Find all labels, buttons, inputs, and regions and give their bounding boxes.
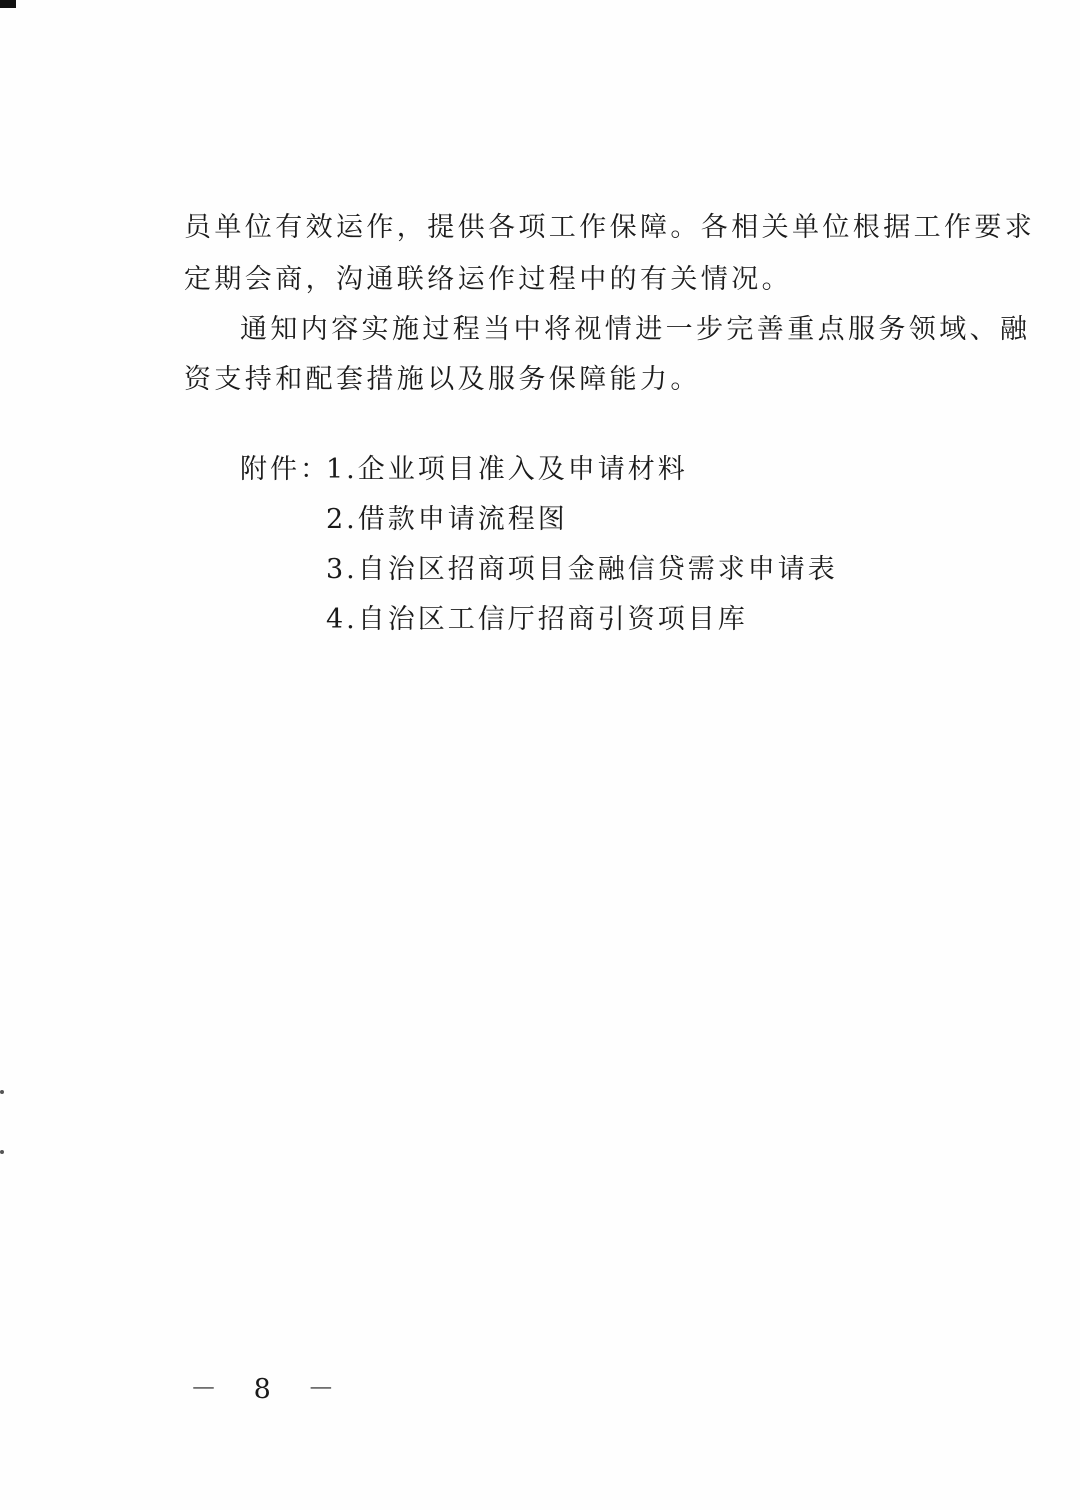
attachment-item: 2.借款申请流程图 [326,504,568,535]
body-text-line: 资支持和配套措施以及服务保障能力。 [184,364,701,395]
attachment-item: 4.自治区工信厅招商引资项目库 [326,604,748,635]
body-text-line: 通知内容实施过程当中将视情进一步完善重点服务领域、融 [240,314,1031,345]
scan-corner-mark [0,0,16,8]
attachment-item: 1.企业项目准入及申请材料 [326,454,688,485]
scan-speck [0,1090,4,1094]
attachment-item: 3.自治区招商项目金融信贷需求申请表 [326,554,838,585]
scan-speck [0,1150,4,1154]
body-text-line: 员单位有效运作，提供各项工作保障。各相关单位根据工作要求 [184,212,1036,243]
page-number: － 8 － [190,1374,349,1405]
body-text-line: 定期会商，沟通联络运作过程中的有关情况。 [184,264,792,295]
attachments-label: 附件： [240,454,330,485]
